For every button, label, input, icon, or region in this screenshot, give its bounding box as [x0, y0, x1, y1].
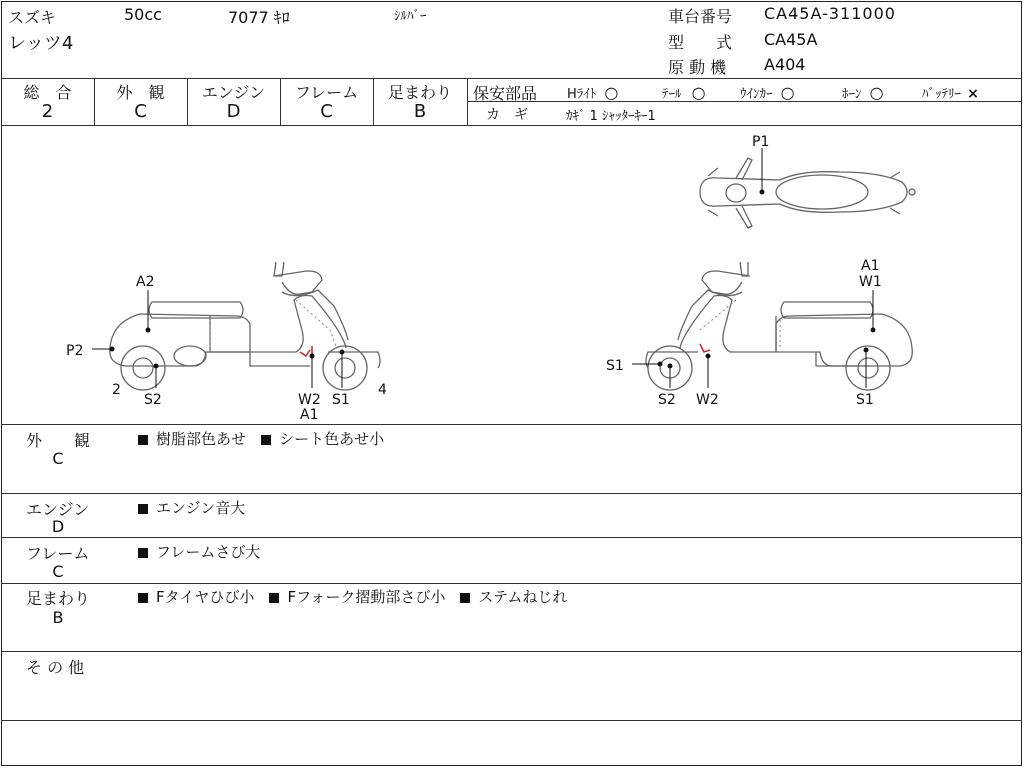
note-label-suspension: 足まわり [26, 589, 91, 608]
grade-value-suspension: B [413, 101, 427, 122]
note-item: 樹脂部色あせ [138, 428, 246, 449]
note-item: ステムねじれ [460, 586, 567, 607]
note-items-engine [138, 497, 255, 518]
safety-mark: × [967, 86, 979, 102]
note-item: Fフォーク摺動部さび小 [269, 586, 445, 607]
grid-line [1, 720, 1022, 721]
note-grade-frame: C [52, 562, 64, 581]
note-grade-exterior: C [52, 449, 64, 468]
grid-line [1, 493, 1022, 494]
label-a2: A2 [136, 274, 155, 290]
safety-mark: ○ [780, 83, 795, 102]
note-item: エンジン音大 [138, 497, 245, 518]
body-color: ｼﾙﾊﾞｰ [394, 9, 427, 24]
displacement: 50cc [124, 5, 162, 24]
safety-item-name: ﾊﾞｯﾃﾘｰ [922, 87, 961, 102]
label-w2-right: W2 [696, 392, 719, 408]
grade-value-engine: D [226, 101, 241, 122]
grid-line [1, 651, 1022, 652]
safety-mark: ○ [691, 83, 706, 102]
note-item: Fタイヤひび小 [138, 586, 254, 607]
grade-header-exterior: 外 観 [116, 83, 165, 102]
grade-header-overall: 総 合 [23, 83, 72, 102]
label-s2-right: S2 [658, 392, 676, 408]
safety-mark: ○ [604, 83, 619, 102]
chassis-label: 車台番号 [668, 7, 733, 26]
grid-line [1, 424, 1022, 425]
type-value: CA45A [764, 30, 818, 49]
grade-header-engine: エンジン [201, 83, 266, 102]
type-label: 型 式 [668, 33, 733, 52]
maker: スズキ [8, 8, 57, 27]
label-s1-right-rear: S1 [856, 392, 874, 408]
note-grade-engine: D [51, 517, 65, 536]
note-items-suspension [138, 586, 577, 607]
grade-value-frame: C [320, 101, 333, 122]
grade-value-exterior: C [134, 101, 147, 122]
model-name: レッツ4 [8, 33, 74, 54]
label-s1: S1 [332, 392, 350, 408]
note-item: シート色あせ小 [261, 428, 384, 449]
label-2: 2 [112, 382, 121, 398]
label-a1: A1 [300, 407, 319, 423]
label-w1: W1 [859, 274, 882, 290]
top-view-scooter [700, 158, 915, 228]
safety-item-name: ｳｲﾝｶｰ [740, 87, 773, 102]
note-grade-suspension: B [52, 608, 64, 627]
safety-item-name: ﾃｰﾙ [662, 87, 682, 102]
label-4: 4 [378, 382, 387, 398]
label-a1-right: A1 [861, 258, 880, 274]
grid-line [1, 537, 1022, 538]
note-label-other: そ の 他 [26, 658, 85, 677]
safety-item-name: ﾎｰﾝ [842, 87, 862, 102]
engine-value: A404 [764, 55, 806, 74]
grade-header-frame: フレーム [294, 83, 359, 102]
engine-label: 原 動 機 [668, 58, 727, 77]
note-item: フレームさび大 [138, 541, 260, 562]
note-items-frame [138, 541, 270, 562]
safety-mark: ○ [869, 83, 884, 102]
label-p1: P1 [752, 134, 770, 150]
label-p2: P2 [66, 343, 84, 359]
label-w2: W2 [298, 392, 321, 408]
grade-header-suspension: 足まわり [387, 83, 452, 102]
note-label-engine: エンジン [26, 500, 90, 519]
note-label-exterior: 外 観 [26, 431, 91, 450]
grid-line [1, 583, 1022, 584]
safety-label: 保安部品 [473, 84, 538, 103]
key-value: ｶｷﾞ 1 ｼｬｯﾀｰｷｰ1 [566, 109, 656, 124]
label-s2: S2 [144, 392, 162, 408]
note-items-exterior [138, 428, 394, 449]
mileage: 7077 ｷﾛ [228, 8, 290, 27]
grade-value-overall: 2 [41, 101, 54, 122]
label-s1-right-front: S1 [606, 358, 624, 374]
chassis-number: CA45A-311000 [764, 4, 896, 23]
safety-item-name: Hﾗｲﾄ [567, 87, 597, 102]
note-label-frame: フレーム [26, 544, 90, 563]
key-label: カ ギ [486, 107, 528, 123]
